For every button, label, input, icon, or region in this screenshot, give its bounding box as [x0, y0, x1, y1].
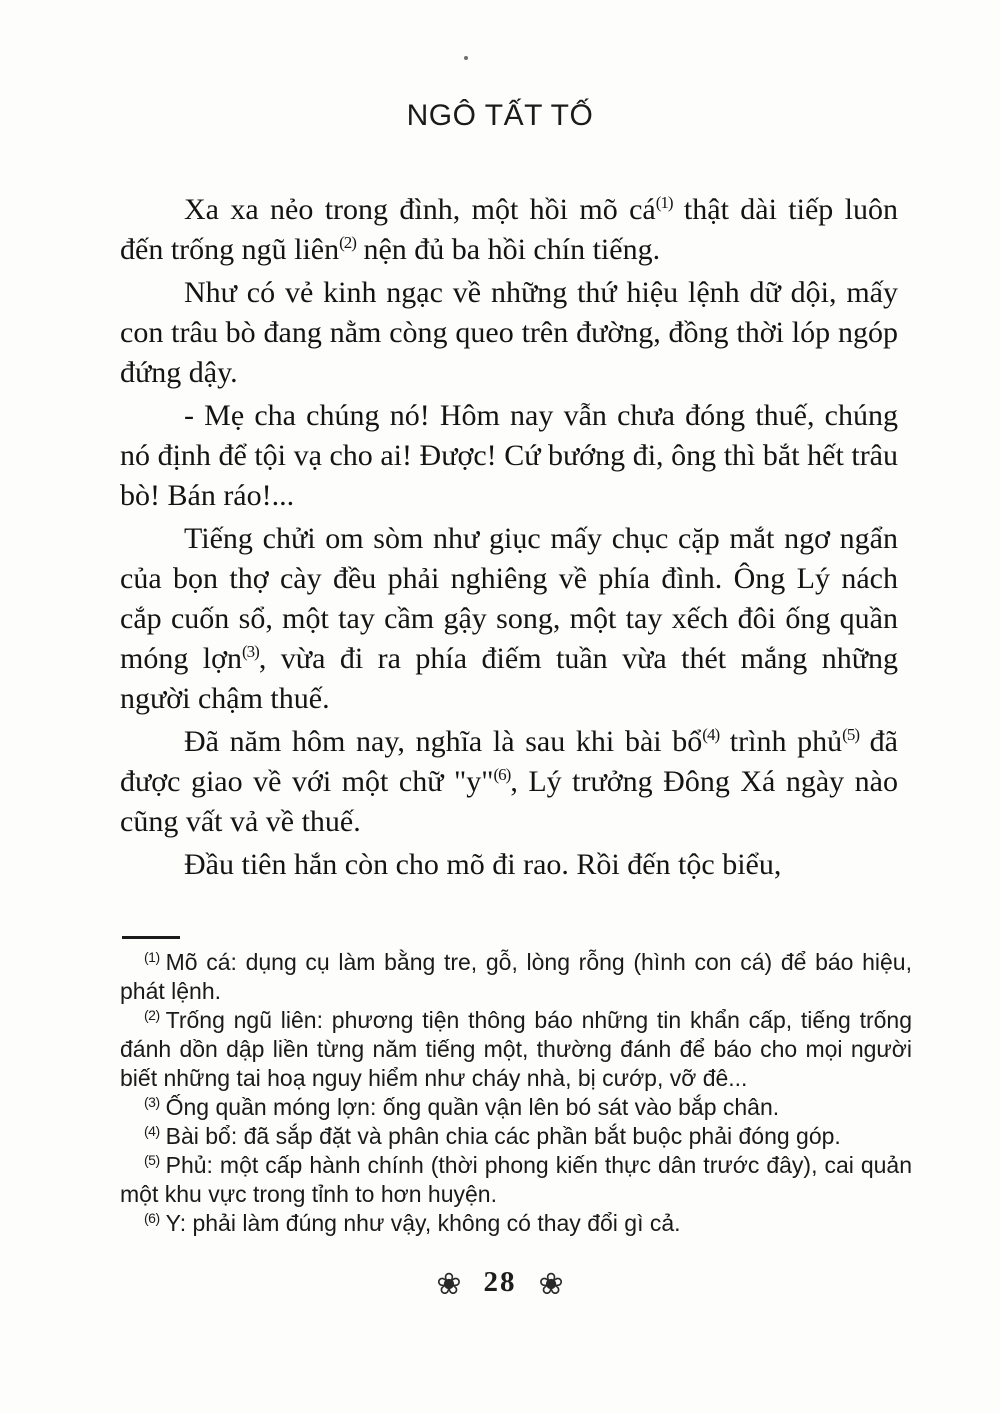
footnote-marker: (3) [144, 1094, 160, 1110]
paragraph: Đầu tiên hắn còn cho mõ đi rao. Rồi đến tộc biểu, [184, 848, 782, 881]
footnote-text: Mõ cá: dụng cụ làm bằng tre, gỗ, lòng rỗng (hình con cá) để báo hiệu, phát lệnh. [120, 949, 912, 1004]
footnote-marker: (6) [144, 1210, 160, 1226]
body-text-block [120, 190, 898, 888]
footnote-text: Bài bổ: đã sắp đặt và phân chia các phần bắt buộc phải đóng góp. [165, 1123, 841, 1149]
footnote-reference: (5) [842, 725, 859, 744]
paragraph: Tiếng chửi om sòm như giục mấy chục cặp mắt ngơ ngẩn của bọn thợ cày đều phải nghiêng về phía đình. Ông Lý nách cắp cuốn sổ, một tay cầm gậy song, một tay xếch đôi ống quần móng lợn$^{(3)}$, vừa đi ra phía điếm tuần vừa thét mắng những người chậm thuế. [120, 522, 898, 715]
footnote-reference: (4) [702, 725, 720, 744]
footnote-text: Phủ: một cấp hành chính (thời phong kiến thực dân trước đây), cai quản một khu vực trong tỉnh to hơn huyện. [120, 1152, 912, 1207]
flower-ornament-icon: ❀ [436, 1268, 462, 1301]
scan-artifact-dot [464, 56, 468, 60]
footnote [120, 1209, 912, 1238]
paragraph: Như có vẻ kinh ngạc về những thứ hiệu lệnh dữ dội, mấy con trâu bò đang nằm còng queo trên đường, đồng thời lóp ngóp đứng dậy. [120, 276, 898, 389]
paragraph: - Mẹ cha chúng nó! Hôm nay vẫn chưa đóng thuế, chúng nó định để tội vạ cho ai! Được! Cứ bướng đi, ông thì bắt hết trâu bò! Bán ráo!... [120, 399, 898, 512]
footnote [120, 948, 912, 1006]
footnote-text: Trống ngũ liên: phương tiện thông báo những tin khẩn cấp, tiếng trống đánh dồn dập liền từng năm tiếng một, thường đánh để báo cho mọi người biết những tai hoạ nguy hiểm như cháy nhà, bị cướp, vỡ đê... [120, 1007, 912, 1091]
footnote-text: Ống quần móng lợn: ống quần vận lên bó sát vào bắp chân. [165, 1094, 780, 1120]
footnote [120, 1006, 912, 1093]
footnote-marker: (2) [144, 1007, 160, 1023]
footnote-reference: (3) [242, 642, 259, 661]
footnote-reference: (1) [655, 193, 673, 212]
footnote-marker: (1) [144, 949, 160, 965]
footnote-reference: (6) [493, 765, 511, 784]
flower-ornament-icon: ❀ [538, 1268, 564, 1301]
footnote-marker: (5) [144, 1152, 160, 1168]
page-number: 28 [483, 1266, 517, 1298]
footnote-marker: (4) [144, 1123, 160, 1139]
footnote-reference: (2) [339, 233, 356, 252]
footnote-separator-rule [122, 936, 180, 939]
footnote [120, 1093, 912, 1122]
page-header-author: NGÔ TẤT TỐ [406, 99, 594, 132]
page-footer [0, 1266, 1000, 1302]
footnote [120, 1151, 912, 1209]
footnotes-block [120, 948, 912, 1238]
paragraph: Xa xa nẻo trong đình, một hồi mõ $cá^{(1)}$ thật dài tiếp luôn đến trống ngũ liên$^{(2)}$ nện đủ ba hồi chín tiếng. [120, 193, 898, 266]
footnote-text: Y: phải làm đúng như vậy, không có thay đổi gì cả. [165, 1210, 681, 1236]
footnote [120, 1122, 912, 1151]
paragraph: Đã năm hôm nay, nghĩa là sau khi bài bổ$^{(4)}$ trình phủ$^{(5)}$ đã được giao về với một chữ "y"$^{(6)}$, Lý trưởng Đông Xá ngày nào cũng vất vả về thuế. [120, 725, 899, 838]
